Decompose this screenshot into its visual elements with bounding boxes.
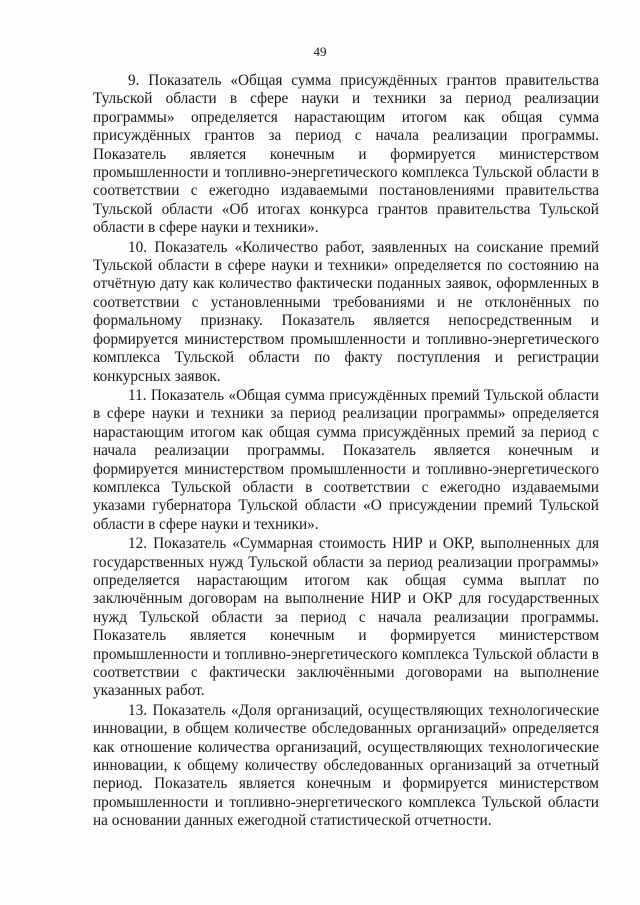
paragraph-item-12: 12. Показатель «Суммарная стоимость НИР и ОКР, выполненных для государственных нужд Тульской области за период реализации программы» определяется нарастающим итогом как общая сумма выплат по заключённым договорам на выполнение НИР и ОКР для государственных нужд Тульской области за период с начала реализации программы. Показатель является конечным и формируется министерством промышленности и топливно-энергетического комплекса Тульской области в соответствии с фактически заключёнными договорами на выполнение указанных работ. [93,535,599,700]
paragraph-item-13: 13. Показатель «Доля организаций, осуществляющих технологические инновации, в общем количестве обследованных организаций» определяется как отношение количества организаций, осуществляющих технологические инновации, к общему количеству обследованных организаций за отчетный период. Показатель является конечным и формируется министерством промышленности и топливно-энергетического комплекса Тульской области на основании данных ежегодной статистической отчетности. [93,701,599,830]
paragraph-item-9: 9. Показатель «Общая сумма присуждённых грантов правительства Тульской области в сфере науки и техники за период реализации программы» определяется нарастающим итогом как общая сумма присуждённых грантов за период с начала реализации программы. Показатель является конечным и формируется министерством промышленности и топливно-энергетического комплекса Тульской области в соответствии с ежегодно издаваемыми постановлениями правительства Тульской области «Об итогах конкурса грантов правительства Тульской области в сфере науки и техники». [93,72,599,237]
document-body [93,72,599,832]
paragraph-item-10: 10. Показатель «Количество работ, заявленных на соискание премий Тульской области в сфере науки и техники» определяется по состоянию на отчётную дату как количество фактически поданных заявок, оформленных в соответствии с установленными требованиями и не отклонённых по формальному признаку. Показатель является непосредственным и формируется министерством промышленности и топливно-энергетического комплекса Тульской области по факту поступления и регистрации конкурсных заявок. [93,238,599,385]
page-number: 49 [313,44,327,59]
paragraph-item-11: 11. Показатель «Общая сумма присуждённых премий Тульской области в сфере науки и техники за период реализации программы» определяется нарастающим итогом как общая сумма присуждённых премий за период с начала реализации программы. Показатель является конечным и формируется министерством промышленности и топливно-энергетического комплекса Тульской области в соответствии с ежегодно издаваемыми указами губернатора Тульской области «О присуждении премий Тульской области в сфере науки и техники». [93,386,599,533]
